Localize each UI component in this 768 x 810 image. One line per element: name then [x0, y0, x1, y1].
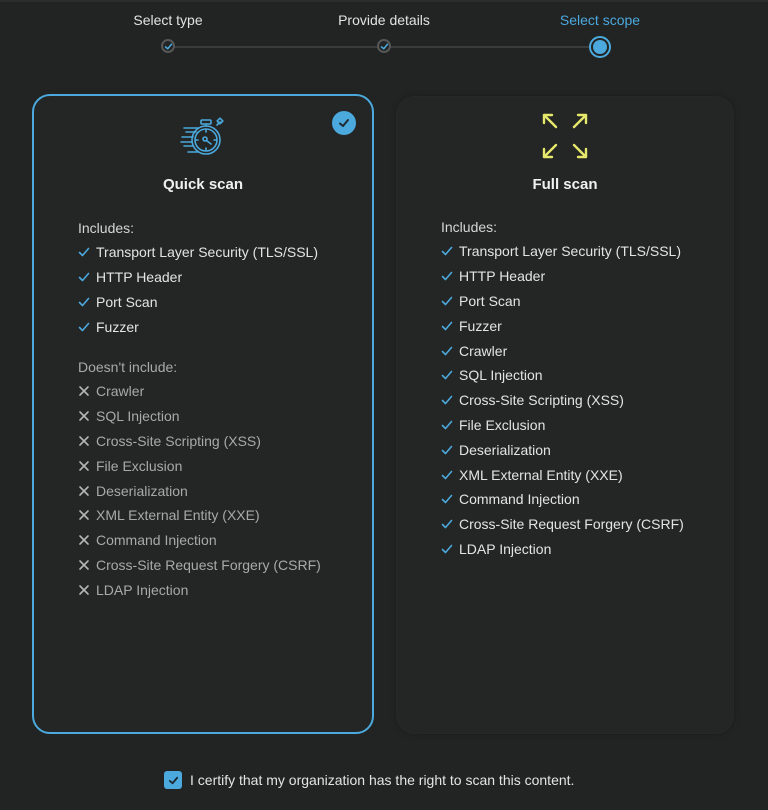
- included-item: [441, 437, 684, 462]
- check-icon: [168, 775, 179, 786]
- includes-heading: Includes:: [78, 220, 135, 236]
- item-label: Command Injection: [459, 491, 580, 508]
- includes-section: [78, 216, 318, 339]
- x-icon: [78, 385, 90, 397]
- included-item: [78, 265, 318, 290]
- item-label: LDAP Injection: [96, 581, 189, 598]
- item-label: File Exclusion: [459, 416, 546, 433]
- step-label-provide-details[interactable]: Provide details: [338, 12, 430, 28]
- full-scan-card[interactable]: [396, 96, 734, 734]
- check-icon: [441, 419, 453, 431]
- item-label: SQL Injection: [96, 408, 180, 425]
- check-icon: [441, 493, 453, 505]
- check-icon: [441, 444, 453, 456]
- quick-scan-card[interactable]: [32, 94, 374, 734]
- excluded-item: [78, 478, 321, 503]
- item-label: Cross-Site Request Forgery (CSRF): [459, 516, 684, 533]
- check-icon: [441, 345, 453, 357]
- item-label: LDAP Injection: [459, 540, 552, 557]
- wizard-stepper: [0, 0, 768, 70]
- check-icon: [338, 117, 350, 129]
- excludes-heading: Doesn't include:: [78, 359, 178, 375]
- check-icon: [78, 246, 90, 258]
- card-title: Quick scan: [162, 176, 244, 193]
- included-item: [441, 388, 684, 413]
- selected-check-badge: [332, 111, 356, 135]
- item-label: XML External Entity (XXE): [459, 466, 623, 483]
- check-icon: [441, 369, 453, 381]
- included-item: [441, 363, 684, 388]
- included-item: [441, 239, 684, 264]
- excluded-item: [78, 577, 321, 602]
- check-icon: [78, 296, 90, 308]
- included-item: [78, 240, 318, 265]
- item-label: File Exclusion: [96, 457, 183, 474]
- excluded-item: [78, 553, 321, 578]
- x-icon: [78, 584, 90, 596]
- step-select-type-complete[interactable]: [161, 39, 175, 53]
- x-icon: [78, 509, 90, 521]
- x-icon: [78, 410, 90, 422]
- excluded-item: [78, 528, 321, 553]
- x-icon: [78, 435, 90, 447]
- includes-heading: Includes:: [441, 219, 498, 235]
- certify-label[interactable]: I certify that my organization has the right to scan this content.: [190, 772, 575, 788]
- x-icon: [78, 534, 90, 546]
- item-label: Port Scan: [96, 293, 158, 310]
- included-item: [78, 290, 318, 315]
- included-item: [441, 413, 684, 438]
- excludes-section: [78, 355, 321, 602]
- excluded-item: [78, 404, 321, 429]
- card-title: Full scan: [532, 176, 598, 193]
- item-label: HTTP Header: [96, 269, 183, 286]
- check-icon: [441, 320, 453, 332]
- x-icon: [78, 460, 90, 472]
- certify-row: [164, 771, 574, 789]
- excluded-item: [78, 429, 321, 454]
- current-step-indicator: [593, 40, 607, 54]
- item-label: Transport Layer Security (TLS/SSL): [459, 243, 682, 260]
- item-label: SQL Injection: [459, 367, 543, 384]
- check-icon: [441, 270, 453, 282]
- x-icon: [78, 559, 90, 571]
- item-label: Port Scan: [459, 292, 521, 309]
- item-label: Cross-Site Request Forgery (CSRF): [96, 556, 321, 573]
- item-label: Cross-Site Scripting (XSS): [96, 432, 261, 449]
- step-label-select-scope[interactable]: Select scope: [559, 12, 641, 28]
- includes-section: [441, 215, 684, 561]
- check-icon: [441, 543, 453, 555]
- check-icon: [78, 321, 90, 333]
- check-icon: [380, 42, 389, 51]
- certify-checkbox[interactable]: [164, 771, 182, 789]
- item-label: Fuzzer: [96, 318, 139, 335]
- check-icon: [441, 394, 453, 406]
- included-item: [78, 314, 318, 339]
- included-item: [441, 512, 684, 537]
- included-item: [441, 462, 684, 487]
- item-label: Cross-Site Scripting (XSS): [459, 392, 624, 409]
- x-icon: [78, 485, 90, 497]
- included-item: [441, 264, 684, 289]
- item-label: HTTP Header: [459, 268, 546, 285]
- excluded-item: [78, 503, 321, 528]
- included-item: [441, 289, 684, 314]
- check-icon: [441, 469, 453, 481]
- item-label: Crawler: [96, 383, 145, 400]
- step-provide-details-complete[interactable]: [377, 39, 391, 53]
- item-label: Crawler: [459, 342, 508, 359]
- included-item: [441, 313, 684, 338]
- item-label: Deserialization: [459, 441, 551, 458]
- item-label: Command Injection: [96, 532, 217, 549]
- included-item: [441, 487, 684, 512]
- step-label-select-type[interactable]: Select type: [133, 12, 203, 28]
- check-icon: [441, 518, 453, 530]
- step-select-scope-current[interactable]: [589, 36, 611, 58]
- included-item: [441, 338, 684, 363]
- check-icon: [164, 42, 173, 51]
- excluded-item: [78, 453, 321, 478]
- check-icon: [78, 271, 90, 283]
- excluded-item: [78, 379, 321, 404]
- item-label: Transport Layer Security (TLS/SSL): [96, 244, 319, 261]
- item-label: XML External Entity (XXE): [96, 507, 260, 524]
- included-item: [441, 537, 684, 562]
- check-icon: [441, 295, 453, 307]
- item-label: Fuzzer: [459, 317, 502, 334]
- item-label: Deserialization: [96, 482, 188, 499]
- check-icon: [441, 245, 453, 257]
- stopwatch-icon: [176, 110, 230, 164]
- expand-arrows-icon: [538, 109, 592, 163]
